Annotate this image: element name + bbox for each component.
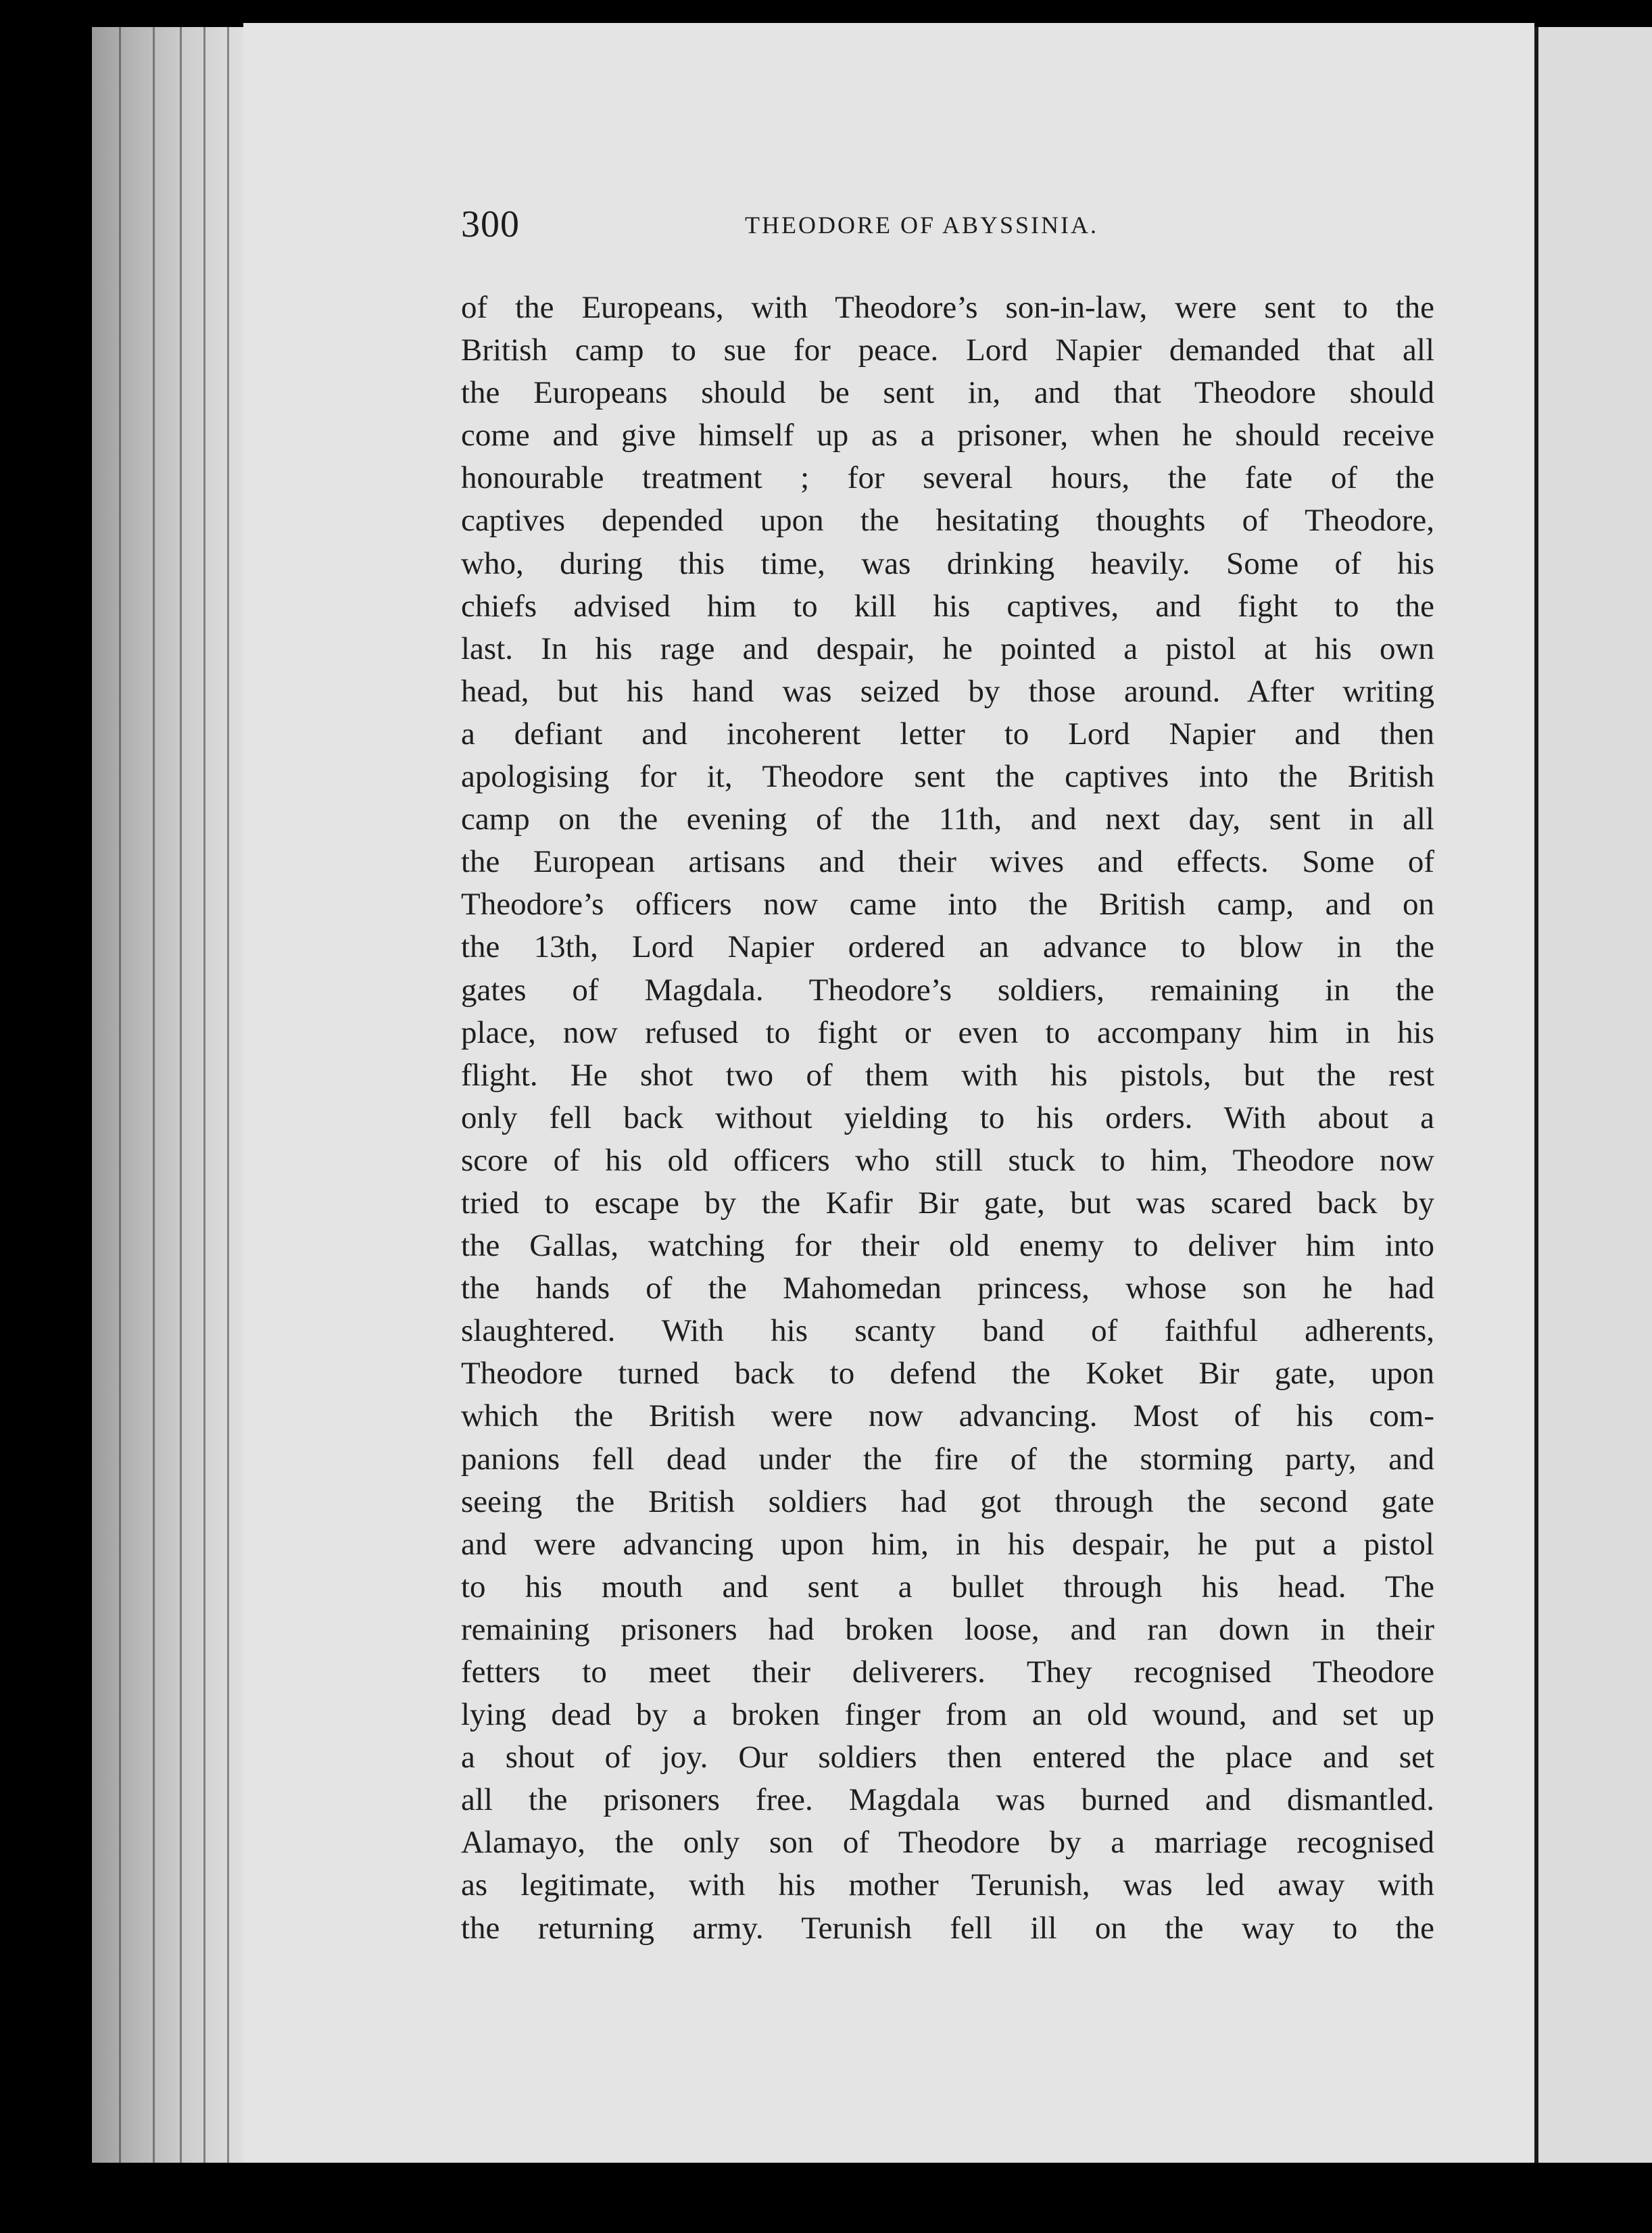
text-line: seeing the British soldiers had got through the second gate: [461, 1483, 1434, 1519]
text-line: score of his old officers who still stuck to him, Theodore now: [461, 1142, 1434, 1178]
running-head: THEODORE OF ABYSSINIA.: [745, 212, 1099, 239]
text-line: captives depended upon the hesitating thoughts of Theodore,: [461, 503, 1434, 539]
text-line: flight. He shot two of them with his pistols, but the rest: [461, 1057, 1434, 1093]
text-line: as legitimate, with his mother Terunish, was led away with: [461, 1867, 1434, 1903]
text-line: the Europeans should be sent in, and that Theodore should: [461, 375, 1434, 411]
text-line: apologising for it, Theodore sent the captives into the British: [461, 759, 1434, 795]
text-line: only fell back without yielding to his orders. With about a: [461, 1100, 1434, 1135]
text-line: the hands of the Mahomedan princess, whose son he had: [461, 1271, 1434, 1306]
text-line: to his mouth and sent a bullet through his head. The: [461, 1569, 1434, 1604]
text-line: all the prisoners free. Magdala was burned and dismantled.: [461, 1782, 1434, 1818]
text-line: who, during this time, was drinking heavily. Some of his: [461, 545, 1434, 581]
page-edges-stack: [92, 27, 254, 2217]
text-line: fetters to meet their deliverers. They recognised Theodore: [461, 1654, 1434, 1690]
text-line: the Gallas, watching for their old enemy to deliver him into: [461, 1228, 1434, 1264]
text-line: place, now refused to fight or even to accompany him in his: [461, 1014, 1434, 1050]
text-line: chiefs advised him to kill his captives, and fight to the: [461, 588, 1434, 624]
text-line: last. In his rage and despair, he pointed a pistol at his own: [461, 631, 1434, 666]
text-line: British camp to sue for peace. Lord Napier demanded that all: [461, 333, 1434, 368]
text-line: head, but his hand was seized by those around. After writing: [461, 673, 1434, 709]
text-line: come and give himself up as a prisoner, when he should receive: [461, 418, 1434, 453]
page-edge-line: [227, 27, 229, 2217]
text-line: panions fell dead under the fire of the storming party, and: [461, 1441, 1434, 1477]
text-line: tried to escape by the Kafir Bir gate, but was scared back by: [461, 1185, 1434, 1221]
text-line: gates of Magdala. Theodore’s soldiers, remaining in the: [461, 972, 1434, 1008]
page-edge-line: [153, 27, 155, 2217]
bottom-shadow: [92, 2163, 1652, 2233]
text-line: lying dead by a broken finger from an old wound, and set up: [461, 1697, 1434, 1733]
page-header: [461, 203, 1434, 257]
text-line: camp on the evening of the 11th, and next day, sent in all: [461, 802, 1434, 837]
text-line: the 13th, Lord Napier ordered an advance to blow in the: [461, 929, 1434, 965]
text-line: Theodore’s officers now came into the British camp, and on: [461, 887, 1434, 923]
text-line: remaining prisoners had broken loose, and ran down in their: [461, 1611, 1434, 1647]
page-edge-line: [119, 27, 121, 2217]
text-line: of the Europeans, with Theodore’s son-in-law, were sent to the: [461, 290, 1434, 325]
page-edge-line: [203, 27, 205, 2217]
text-line: a shout of joy. Our soldiers then entered the place and set: [461, 1740, 1434, 1775]
text-line: slaughtered. With his scanty band of faithful adherents,: [461, 1313, 1434, 1349]
facing-page-edge: [1534, 27, 1652, 2224]
text-line: the European artisans and their wives and effects. Some of: [461, 844, 1434, 880]
page-edge-line: [180, 27, 182, 2217]
text-line: the returning army. Terunish fell ill on the way to the: [461, 1910, 1434, 1946]
text-line: Theodore turned back to defend the Koket Bir gate, upon: [461, 1356, 1434, 1392]
text-line: a defiant and incoherent letter to Lord Napier and then: [461, 716, 1434, 752]
text-line: Alamayo, the only son of Theodore by a marriage recognised: [461, 1825, 1434, 1861]
text-line: honourable treatment ; for several hours, the fate of the: [461, 460, 1434, 496]
page-number: 300: [461, 203, 520, 245]
body-text: [461, 287, 1434, 1950]
text-line: which the British were now advancing. Most of his com-: [461, 1398, 1434, 1434]
text-line: and were advancing upon him, in his despair, he put a pistol: [461, 1526, 1434, 1562]
